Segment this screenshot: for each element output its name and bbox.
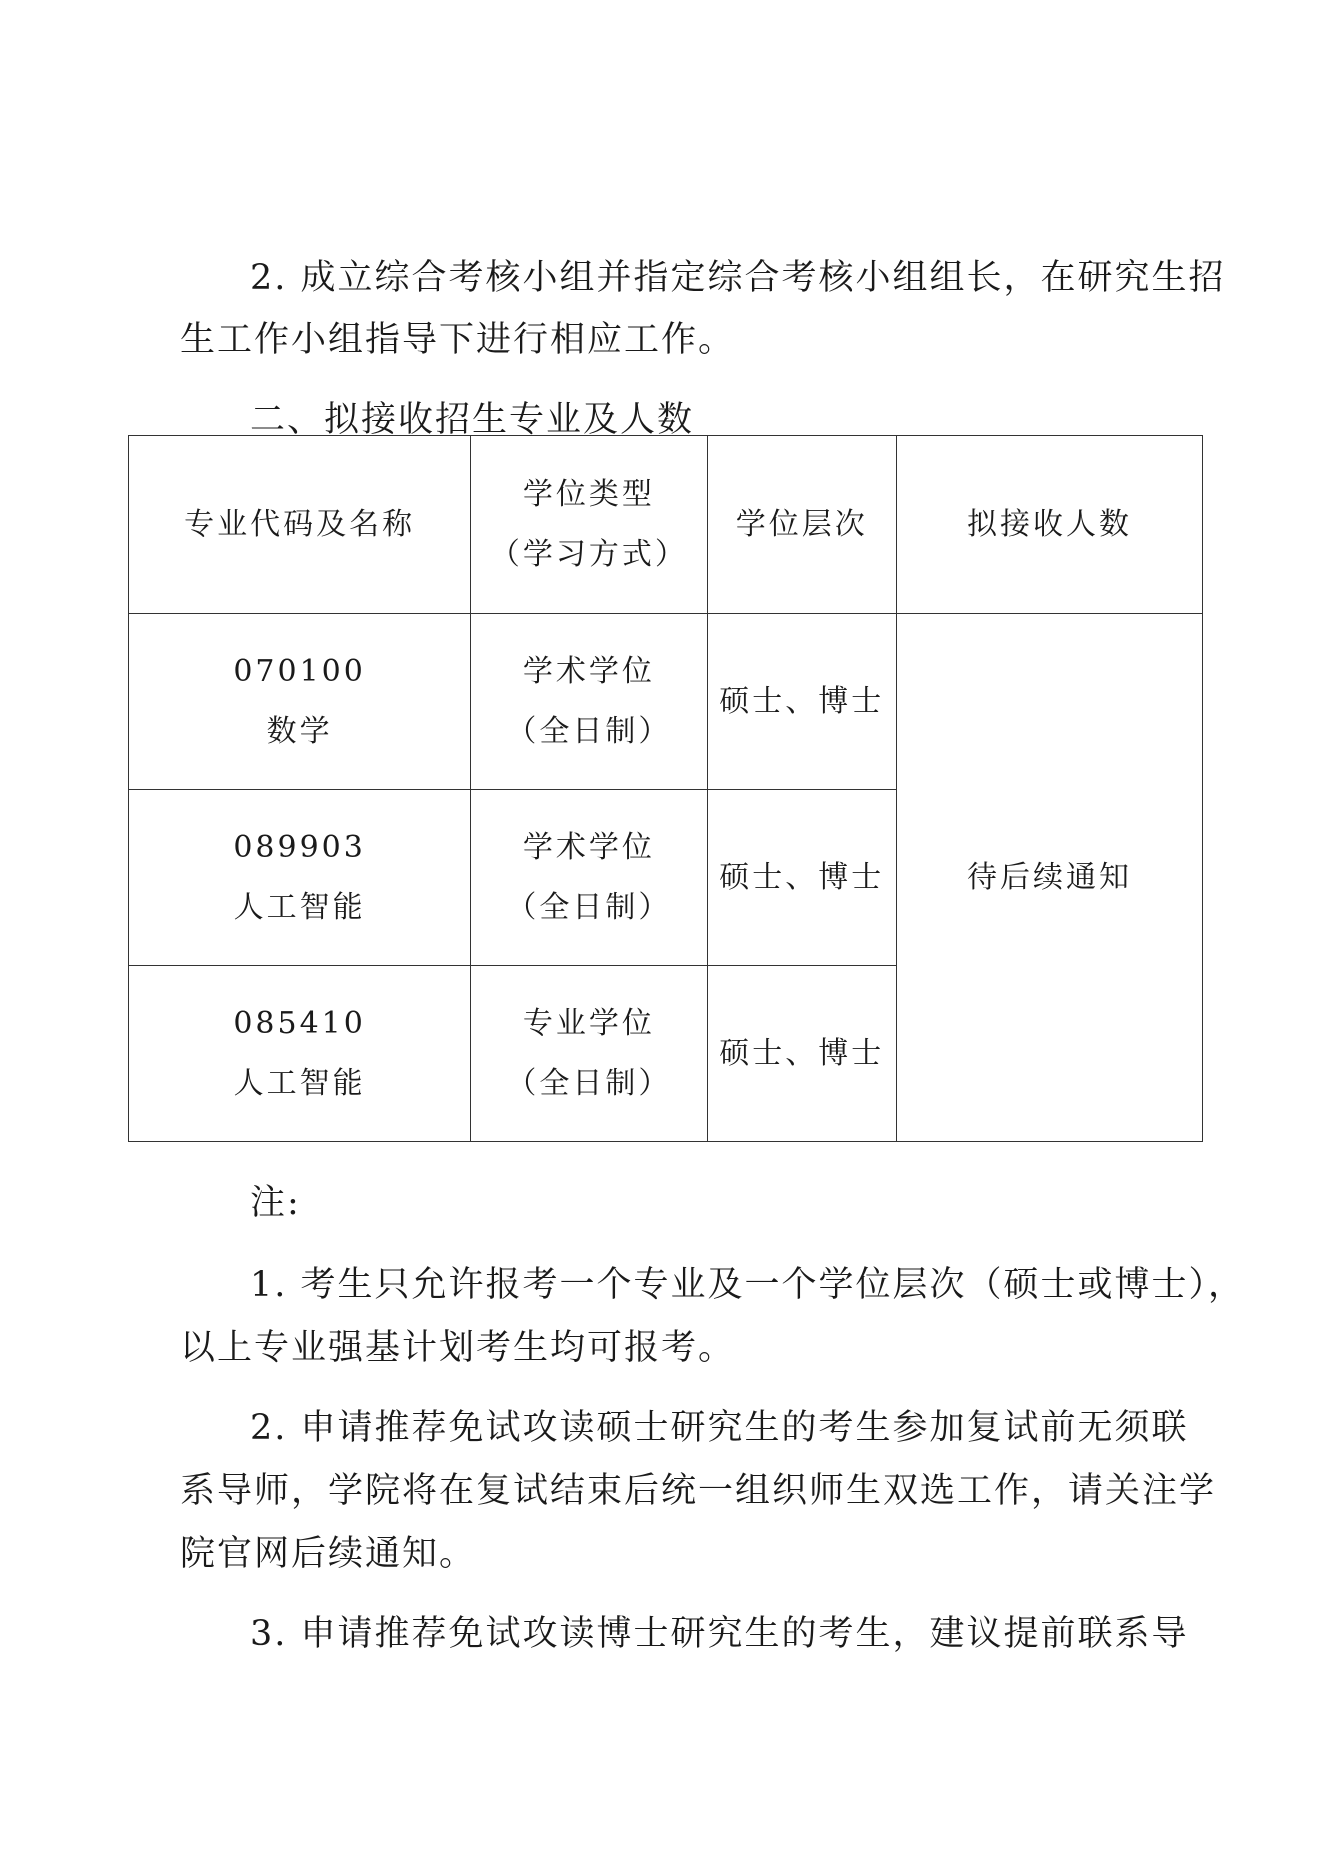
header-study-mode-text: （学习方式） [489,536,688,572]
quota-cell [897,614,1203,1142]
header-degree-level [707,436,897,614]
study-mode: （全日制） [506,889,672,925]
header-degree-level-text: 学位层次 [735,506,868,542]
section-heading: 二、拟接收招生专业及人数 [250,400,695,440]
row-degree-type [471,614,707,790]
study-mode: （全日制） [506,1065,672,1101]
note-2-line1: 2. 申请推荐免试攻读硕士研究生的考生参加复试前无须联 [250,1408,1189,1448]
note-2-line3: 院官网后续通知。 [180,1534,477,1574]
degree-level: 硕士、博士 [719,859,885,895]
row-degree-level [707,614,897,790]
row-code-name [129,614,471,790]
note-3-line1: 3. 申请推荐免试攻读博士研究生的考生，建议提前联系导 [250,1614,1189,1654]
degree-level: 硕士、博士 [719,683,885,719]
major-code: 089903 [233,829,366,865]
degree-level: 硕士、博士 [719,1035,885,1071]
notes-label: 注: [250,1183,301,1223]
quota-table [128,435,1203,1142]
row-degree-type [471,790,707,966]
intro-item2-line1: 2. 成立综合考核小组并指定综合考核小组组长，在研究生招 [250,258,1226,298]
degree-type: 学术学位 [522,829,655,865]
row-degree-type [471,966,707,1142]
major-code: 085410 [233,1005,366,1041]
note-1-line1: 1. 考生只允许报考一个专业及一个学位层次（硕士或博士）， [250,1265,1246,1305]
table-header-row [129,436,1203,614]
major-code: 070100 [233,653,366,689]
degree-type: 学术学位 [522,653,655,689]
row-degree-level [707,966,897,1142]
major-name: 数学 [266,713,333,749]
row-code-name [129,790,471,966]
row-degree-level [707,790,897,966]
major-name: 人工智能 [233,889,366,925]
header-quota [897,436,1203,614]
header-degree-type-text: 学位类型 [522,476,655,512]
degree-type: 专业学位 [522,1005,655,1041]
note-2-line2: 系导师，学院将在复试结束后统一组织师生双选工作，请关注学 [180,1471,1217,1511]
header-code-name [129,436,471,614]
header-degree-type [471,436,707,614]
table-row [129,614,1203,790]
major-name: 人工智能 [233,1065,366,1101]
quota-value: 待后续通知 [967,859,1133,895]
study-mode: （全日制） [506,713,672,749]
row-code-name [129,966,471,1142]
intro-item2-line2: 生工作小组指导下进行相应工作。 [180,320,736,360]
header-quota-text: 拟接收人数 [967,506,1133,542]
header-code-name-text: 专业代码及名称 [184,506,416,542]
note-1-line2: 以上专业强基计划考生均可报考。 [180,1328,736,1368]
